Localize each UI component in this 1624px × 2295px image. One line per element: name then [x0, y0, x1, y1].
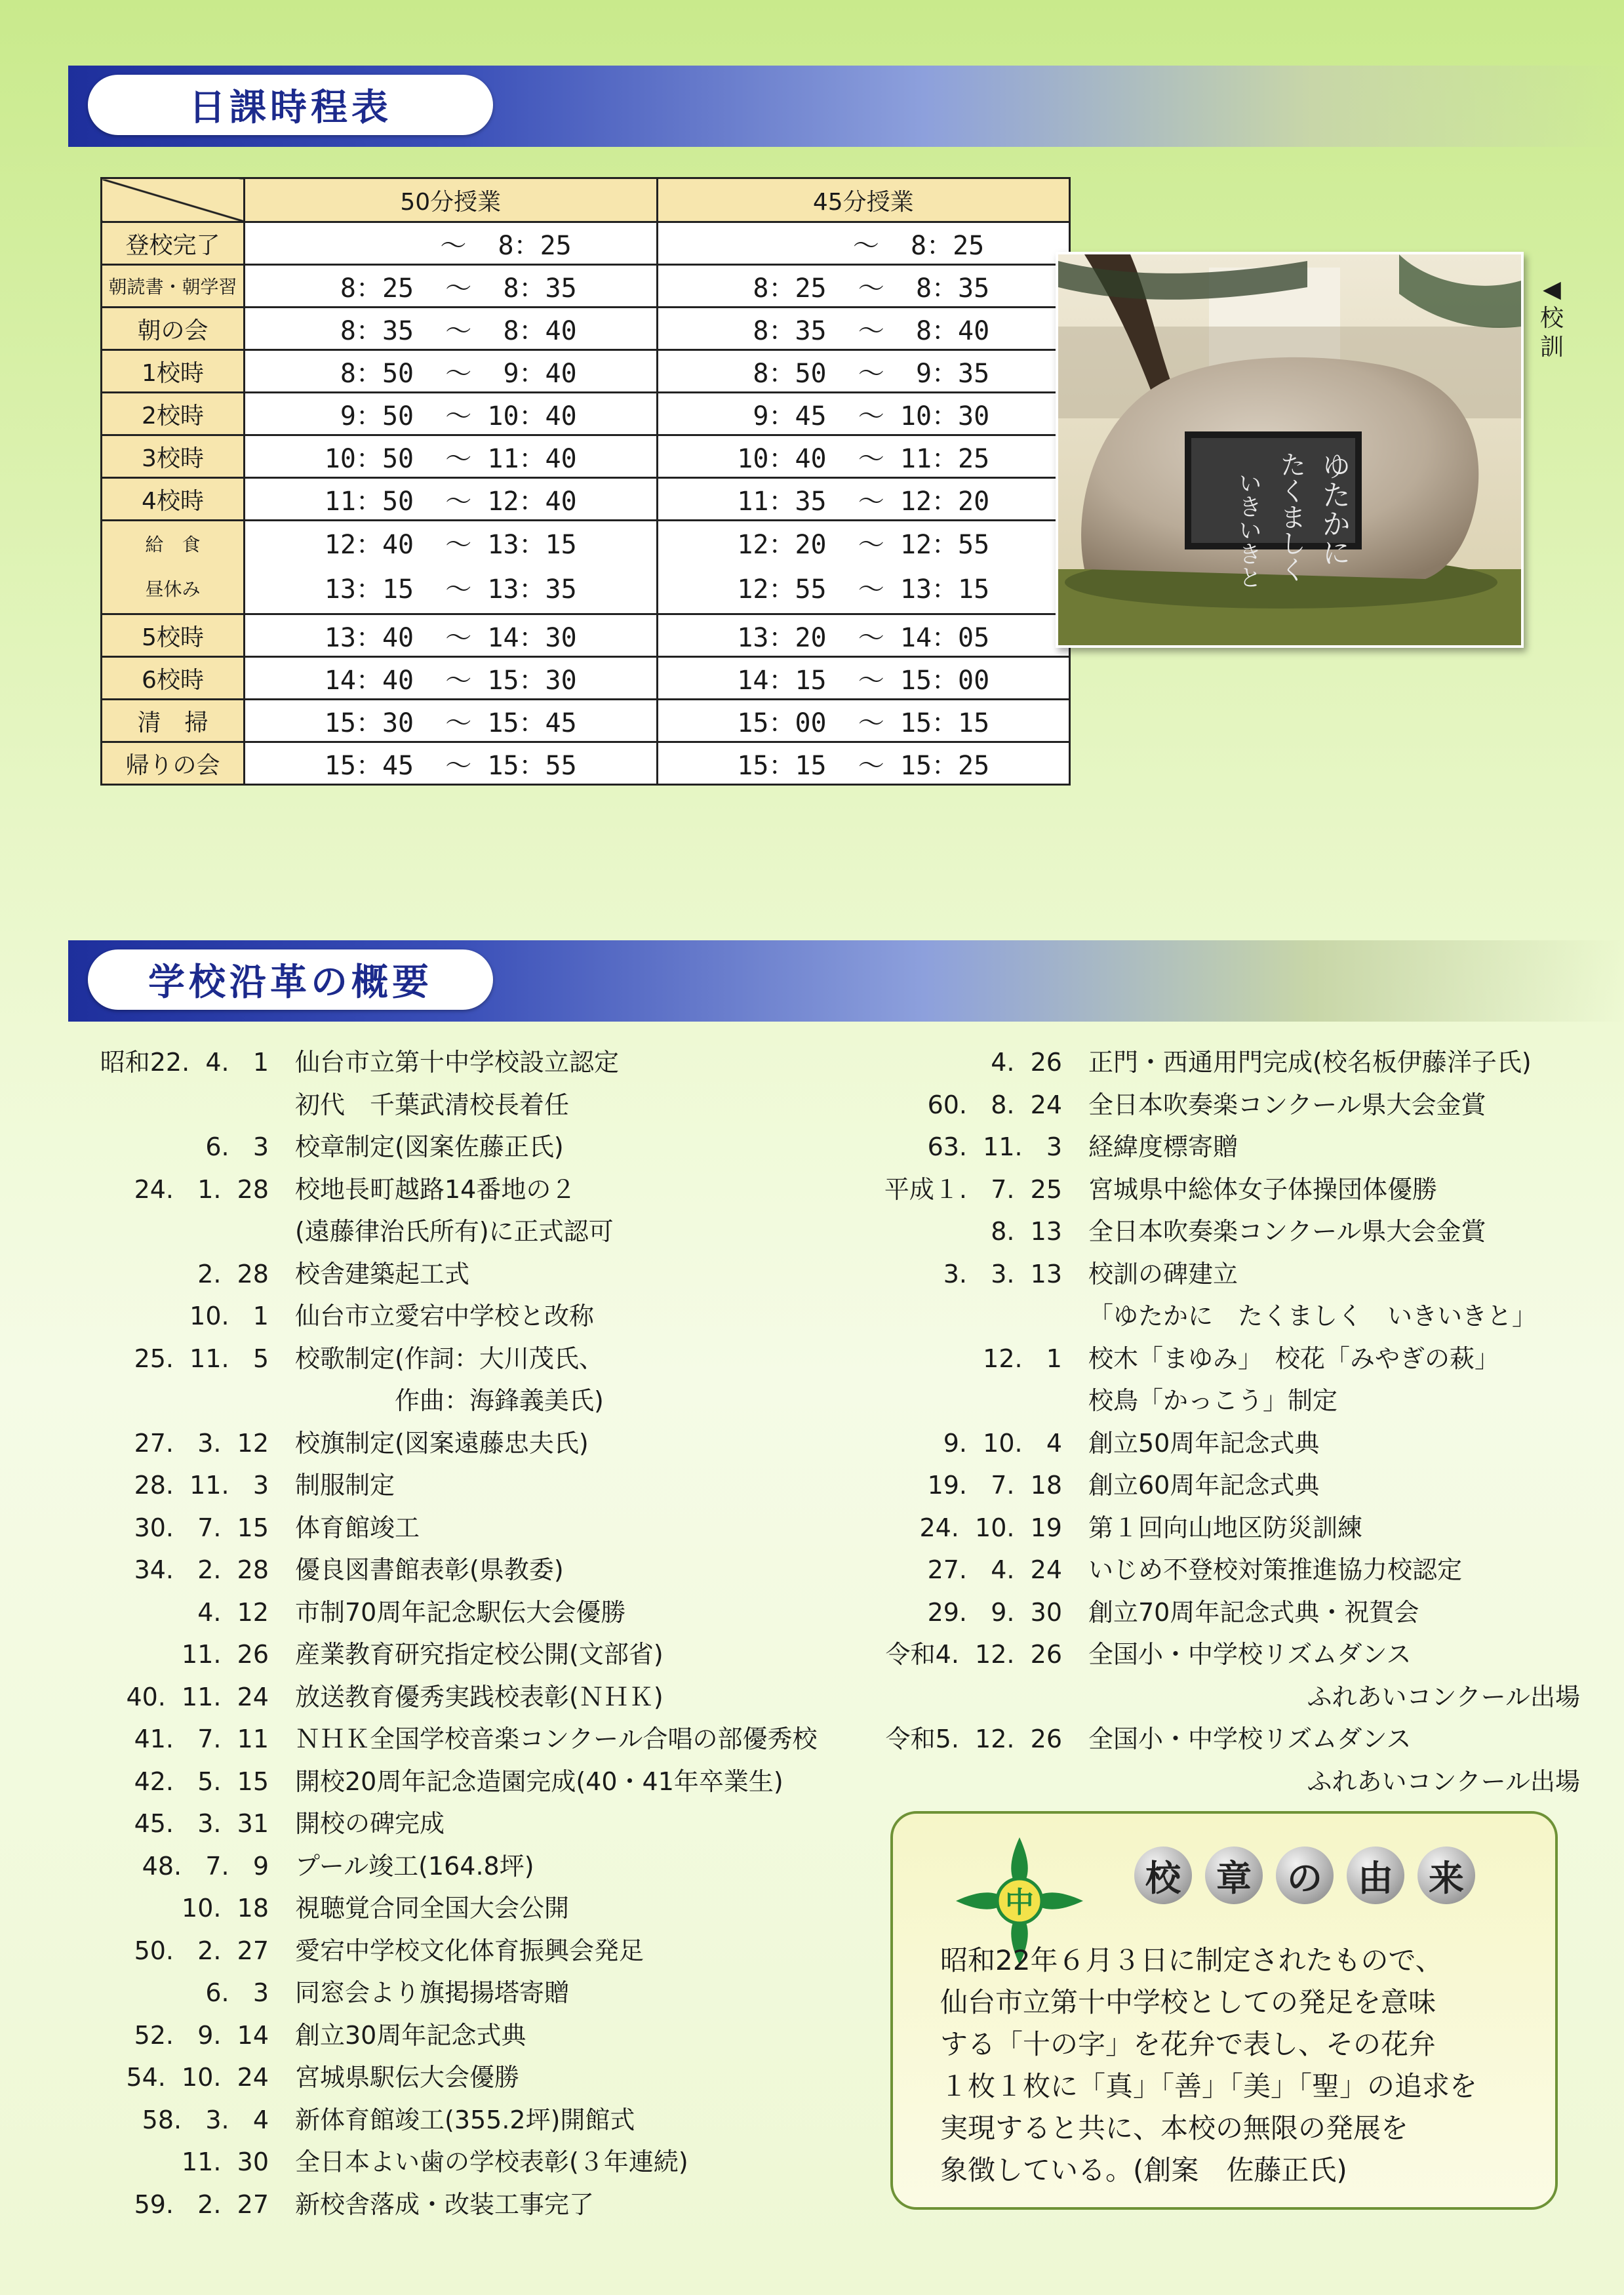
- history-entry: [865, 1168, 1580, 1211]
- period-label: 帰りの会: [102, 742, 245, 785]
- history-date: 27. 3. 12: [134, 1428, 269, 1458]
- history-date: 6. 3: [205, 1132, 269, 1161]
- history-event: 校章制定(図案佐藤正氏): [295, 1132, 564, 1161]
- history-event: 正門・西通用門完成(校名板伊藤洋子氏): [1088, 1048, 1532, 1077]
- history-event: 仙台市立第十中学校設立認定: [295, 1048, 620, 1077]
- history-event: プール竣工(164.8坪): [295, 1851, 534, 1881]
- crest-origin-box: [890, 1811, 1558, 2210]
- time-45min: 8：50 ～ 9：35: [657, 350, 1070, 393]
- history-date: 41. 7. 11: [134, 1725, 269, 1753]
- history-entry: [72, 1972, 885, 2014]
- history-event: ふれあいコンクール出場: [1307, 1766, 1580, 1796]
- history-event: 校舎建築起工式: [295, 1259, 470, 1288]
- history-date: 3. 3. 13: [943, 1259, 1062, 1288]
- history-date: 48. 7. 9: [142, 1851, 269, 1881]
- history-date: 12. 1: [983, 1344, 1062, 1373]
- history-event: 創立30周年記念式典: [295, 2020, 526, 2050]
- history-entry: [865, 1041, 1580, 1084]
- history-section-header: [68, 940, 1624, 1022]
- history-event: 視聴覚合同全国大会公開: [295, 1894, 570, 1923]
- history-date: 令和4. 12. 26: [885, 1640, 1062, 1669]
- time-50min: 10：50 ～ 11：40: [245, 435, 658, 478]
- history-entry: [865, 1718, 1580, 1761]
- time-45min: 10：40 ～ 11：25: [657, 435, 1070, 478]
- history-entry: [72, 1041, 885, 1084]
- history-event: 同窓会より旗掲揚塔寄贈: [295, 1978, 570, 2007]
- crest-title-char: 来: [1417, 1846, 1475, 1904]
- history-event: 第１回向山地区防災訓練: [1088, 1513, 1363, 1542]
- school-motto-stone-photo: [1056, 252, 1524, 648]
- history-title: 学校沿革の概要: [148, 961, 433, 1004]
- period-label: 5校時: [102, 614, 245, 657]
- history-entry: [72, 1126, 885, 1168]
- history-entry: [72, 1210, 885, 1253]
- history-date: 45. 3. 31: [134, 1809, 269, 1838]
- period-label: 6校時: [102, 657, 245, 700]
- history-date: 34. 2. 28: [134, 1555, 269, 1584]
- history-event: (遠藤律治氏所有)に正式認可: [295, 1217, 614, 1246]
- time-50min: 8：25 ～ 8：35: [245, 265, 658, 308]
- period-label: 登校完了: [102, 222, 245, 265]
- history-entry: [865, 1126, 1580, 1168]
- history-date: 30. 7. 15: [134, 1513, 269, 1542]
- history-date: 27. 4. 24: [927, 1555, 1062, 1584]
- schedule-row: [102, 742, 1070, 785]
- history-entry: [72, 1676, 885, 1719]
- history-date: [865, 1676, 1062, 1719]
- history-date: 4. 12: [197, 1597, 269, 1627]
- history-entry: [865, 1338, 1580, 1380]
- history-event: 宮城県中総体女子体操団体優勝: [1088, 1174, 1438, 1204]
- schedule-row: [102, 478, 1070, 521]
- schedule-row: [102, 393, 1070, 435]
- history-list-right: [865, 1041, 1580, 1803]
- history-event: 創立50周年記念式典: [1088, 1428, 1320, 1458]
- history-entry: [865, 1295, 1580, 1338]
- history-event: 市制70周年記念駅伝大会優勝: [295, 1597, 626, 1627]
- history-event: 創立60周年記念式典: [1088, 1471, 1320, 1500]
- history-entry: [72, 1803, 885, 1845]
- period-label: 1校時: [102, 350, 245, 393]
- crest-title-char: 校: [1134, 1846, 1192, 1904]
- schedule-row: [102, 657, 1070, 700]
- time-50min: 14：40 ～ 15：30: [245, 657, 658, 700]
- history-event: 開校の碑完成: [295, 1809, 445, 1838]
- time-45min: 11：35 ～ 12：20: [657, 478, 1070, 521]
- history-entry: [72, 1422, 885, 1465]
- history-entry: [72, 2014, 885, 2057]
- history-entry: [865, 1422, 1580, 1465]
- history-entry: [72, 2056, 885, 2099]
- schedule-row: [102, 700, 1070, 742]
- history-date: 60. 8. 24: [927, 1090, 1062, 1119]
- crest-title-char: 由: [1347, 1846, 1404, 1904]
- history-event: 校鳥「かっこう」制定: [1088, 1386, 1338, 1415]
- period-label: 4校時: [102, 478, 245, 521]
- history-event: 仙台市立愛宕中学校と改称: [295, 1302, 595, 1330]
- history-date: [72, 1380, 269, 1422]
- time-50min: 8：35 ～ 8：40: [245, 308, 658, 350]
- table-corner-cell: [102, 178, 245, 222]
- time-45min: 13：20 ～ 14：05: [657, 614, 1070, 657]
- history-date: 40. 11. 24: [126, 1682, 269, 1711]
- time-50min: 15：30 ～ 15：45: [245, 700, 658, 742]
- col-header-50: 50分授業: [245, 178, 658, 222]
- stone-text-2: たくましく: [1276, 451, 1306, 582]
- history-date: 11. 30: [182, 2147, 269, 2176]
- history-entry: [72, 1338, 885, 1380]
- time-50min: 11：50 ～ 12：40: [245, 478, 658, 521]
- history-event: 校訓の碑建立: [1088, 1259, 1238, 1288]
- history-event: 全日本よい歯の学校表彰(３年連続): [295, 2147, 688, 2176]
- history-date: 9. 10. 4: [943, 1428, 1062, 1458]
- period-label: 2校時: [102, 393, 245, 435]
- time-45min: 8：25 ～ 8：35: [657, 265, 1070, 308]
- history-entry: [72, 1591, 885, 1634]
- history-entry: [865, 1676, 1580, 1719]
- schedule-row: [102, 222, 1070, 265]
- history-entry: [72, 1718, 885, 1761]
- history-event: 全国小・中学校リズムダンス: [1088, 1725, 1412, 1753]
- schedule-row: [102, 435, 1070, 478]
- history-entry: [72, 1633, 885, 1676]
- time-45min: 15：00 ～ 15：15: [657, 700, 1070, 742]
- history-event: 校旗制定(図案遠藤忠夫氏): [295, 1428, 589, 1458]
- history-entry: [865, 1253, 1580, 1296]
- period-label: 3校時: [102, 435, 245, 478]
- history-date: 58. 3. 4: [142, 2105, 269, 2134]
- history-entry: [865, 1633, 1580, 1676]
- history-event: 全日本吹奏楽コンクール県大会金賞: [1088, 1090, 1486, 1119]
- schedule-row: [102, 265, 1070, 308]
- history-date: 24. 1. 28: [134, 1174, 269, 1204]
- col-header-45: 45分授業: [657, 178, 1070, 222]
- history-date: [865, 1295, 1062, 1338]
- motto-stone-illustration: [1058, 254, 1521, 645]
- schedule-section-header: [68, 66, 1624, 147]
- history-date: 10. 1: [189, 1302, 269, 1330]
- history-entry: [72, 2099, 885, 2142]
- history-entry: [72, 1464, 885, 1507]
- history-event: 経緯度標寄贈: [1088, 1132, 1238, 1161]
- history-event: 開校20周年記念造園完成(40・41年卒業生): [295, 1766, 783, 1796]
- history-event: ふれあいコンクール出場: [1307, 1682, 1580, 1711]
- history-event: 産業教育研究指定校公開(文部省): [295, 1640, 663, 1669]
- history-event: 全日本吹奏楽コンクール県大会金賞: [1088, 1217, 1486, 1246]
- time-45min: 8：35 ～ 8：40: [657, 308, 1070, 350]
- schedule-row: [102, 308, 1070, 350]
- time-50min: 8：50 ～ 9：40: [245, 350, 658, 393]
- time-45min: 14：15 ～ 15：00: [657, 657, 1070, 700]
- history-date: [72, 1210, 269, 1253]
- history-entry: [865, 1549, 1580, 1591]
- history-entry: [72, 1253, 885, 1296]
- history-event: 「ゆたかに たくましく いきいきと」: [1088, 1302, 1537, 1330]
- history-date: 59. 2. 27: [134, 2189, 269, 2219]
- history-date: [72, 1084, 269, 1127]
- history-date: 平成１. 7. 25: [884, 1174, 1062, 1204]
- time-50min: 9：50 ～ 10：40: [245, 393, 658, 435]
- history-event: 初代 千葉武清校長着任: [295, 1090, 570, 1119]
- schedule-row: [102, 521, 1070, 614]
- history-entry: [72, 1761, 885, 1803]
- history-date: [865, 1761, 1062, 1803]
- period-label: 清 掃: [102, 700, 245, 742]
- history-event: 校歌制定(作詞：大川茂氏、: [295, 1344, 604, 1373]
- crest-emblem-char: 中: [1005, 1886, 1034, 1919]
- history-event: 体育館竣工: [295, 1513, 420, 1542]
- stone-text-3: いきいきと: [1235, 471, 1262, 589]
- history-date: 8. 13: [991, 1217, 1062, 1246]
- history-entry: [72, 1930, 885, 1972]
- history-event: 新体育館竣工(355.2坪)開館式: [295, 2105, 635, 2134]
- time-45min: 15：15 ～ 15：25: [657, 742, 1070, 785]
- history-date: 24. 10. 19: [919, 1513, 1062, 1542]
- history-title-pill: [88, 949, 493, 1010]
- history-event: 新校舎落成・改装工事完了: [295, 2189, 595, 2219]
- history-event: 創立70周年記念式典・祝賀会: [1088, 1597, 1419, 1627]
- time-45min: ～ 8：25: [657, 222, 1070, 265]
- history-event: 愛宕中学校文化体育振興会発足: [295, 1936, 644, 1965]
- history-event: 校木「まゆみ」 校花「みやぎの萩」: [1088, 1344, 1500, 1373]
- time-50min: 15：45 ～ 15：55: [245, 742, 658, 785]
- schedule-row: [102, 350, 1070, 393]
- crest-title-char: の: [1276, 1846, 1334, 1904]
- history-date: 19. 7. 18: [927, 1471, 1062, 1500]
- crest-title: [1134, 1846, 1475, 1904]
- history-date: 63. 11. 3: [927, 1132, 1062, 1161]
- history-date: 10. 18: [182, 1894, 269, 1923]
- history-date: 29. 9. 30: [927, 1597, 1062, 1627]
- history-entry: [72, 1845, 885, 1888]
- time-50min: ～ 8：25: [245, 222, 658, 265]
- history-event: 校地長町越路14番地の２: [295, 1174, 576, 1204]
- history-entry: [72, 2141, 885, 2184]
- schedule-table: [100, 177, 1071, 786]
- history-event: 制服制定: [295, 1471, 395, 1500]
- crest-description: 昭和22年６月３日に制定されたもので、 仙台市立第十中学校としての発足を意味 する「十の字」を花弁で表し、その花弁 １枚１枚に「真」「善」「美」「聖」の追求を 実現すると共に、本校の無限の発展を 象徴している。(創案 佐藤正氏): [940, 1944, 1478, 2186]
- history-entry: [865, 1210, 1580, 1253]
- history-entry: [72, 1507, 885, 1549]
- history-date: 50. 2. 27: [134, 1936, 269, 1965]
- history-event: 全国小・中学校リズムダンス: [1088, 1640, 1412, 1669]
- history-entry: [865, 1591, 1580, 1634]
- history-date: 54. 10. 24: [126, 2063, 269, 2092]
- history-entry: [865, 1507, 1580, 1549]
- schedule-title: 日課時程表: [189, 87, 392, 129]
- history-entry: [72, 2184, 885, 2226]
- history-entry: [865, 1761, 1580, 1803]
- history-date: 25. 11. 5: [134, 1344, 269, 1373]
- photo-caption: ◀ 校 訓: [1539, 276, 1564, 361]
- history-entry: [865, 1084, 1580, 1127]
- history-entry: [72, 1168, 885, 1211]
- crest-title-char: 章: [1205, 1846, 1263, 1904]
- history-date: 28. 11. 3: [134, 1471, 269, 1500]
- time-50min: 12：40 ～ 13：15 13：15 ～ 13：35: [245, 521, 658, 614]
- history-entry: [72, 1887, 885, 1930]
- history-date: [865, 1380, 1062, 1422]
- history-entry: [72, 1084, 885, 1127]
- time-45min: 9：45 ～ 10：30: [657, 393, 1070, 435]
- history-date: 4. 26: [991, 1048, 1062, 1077]
- history-event: 優良図書館表彰(県教委): [295, 1555, 564, 1584]
- history-entry: [865, 1464, 1580, 1507]
- time-50min: 13：40 ～ 14：30: [245, 614, 658, 657]
- history-event: 宮城県駅伝大会優勝: [295, 2063, 520, 2092]
- period-label: 給 食 昼休み: [102, 521, 245, 614]
- history-date: 42. 5. 15: [134, 1766, 269, 1796]
- period-label: 朝読書・朝学習: [102, 265, 245, 308]
- history-event: ＮＨＫ全国学校音楽コンクール合唱の部優秀校: [295, 1725, 818, 1753]
- period-label: 朝の会: [102, 308, 245, 350]
- history-list-left: [72, 1041, 885, 2225]
- history-date: 52. 9. 14: [134, 2020, 269, 2050]
- history-entry: [72, 1295, 885, 1338]
- history-event: 放送教育優秀実践校表彰(ＮＨＫ): [295, 1682, 663, 1711]
- history-entry: [865, 1380, 1580, 1422]
- history-date: 6. 3: [205, 1978, 269, 2007]
- history-date: 昭和22. 4. 1: [100, 1048, 269, 1077]
- history-event: 作曲：海鋒義美氏): [295, 1386, 604, 1415]
- stone-text-1: ゆたかに: [1317, 451, 1351, 567]
- history-date: 令和5. 12. 26: [885, 1725, 1062, 1753]
- history-event: いじめ不登校対策推進協力校認定: [1088, 1555, 1463, 1584]
- history-date: 2. 28: [197, 1259, 269, 1288]
- schedule-title-pill: [88, 75, 493, 135]
- schedule-header-row: [102, 178, 1070, 222]
- history-entry: [72, 1380, 885, 1422]
- history-date: 11. 26: [182, 1640, 269, 1669]
- schedule-row: [102, 614, 1070, 657]
- history-entry: [72, 1549, 885, 1591]
- time-45min: 12：20 ～ 12：55 12：55 ～ 13：15: [657, 521, 1070, 614]
